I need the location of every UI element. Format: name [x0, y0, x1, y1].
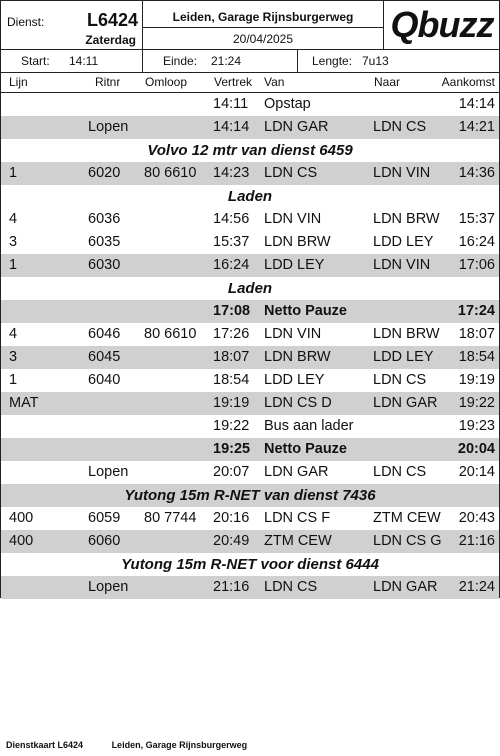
- cell-aankomst: 20:14: [458, 464, 495, 480]
- col-aankomst: Aankomst: [441, 75, 495, 89]
- cell-lijn: 1: [9, 257, 18, 273]
- table-row: [1, 576, 499, 599]
- start-time: 14:11: [69, 54, 99, 68]
- table-row: [1, 346, 499, 369]
- cell-lijn: 1: [9, 372, 18, 388]
- pause-row: [1, 300, 499, 323]
- pause-row: [1, 438, 499, 461]
- footer: [6, 740, 273, 750]
- cell-aankomst: 14:14: [458, 96, 495, 112]
- section-banner: Volvo 12 mtr van dienst 6459: [147, 142, 353, 159]
- start-cell: [1, 50, 143, 72]
- header-top: [1, 1, 499, 50]
- cell-vertrek: 14:23: [213, 165, 250, 181]
- location-cell: [143, 1, 384, 49]
- cell-ritnr: 6060: [88, 533, 121, 549]
- cell-vertrek: 15:37: [213, 234, 250, 250]
- footer-right: Leiden, Garage Rijnsburgerweg: [111, 740, 248, 750]
- einde-cell: [143, 50, 298, 72]
- cell-vertrek: 20:07: [213, 464, 250, 480]
- cell-van: Netto Pauze: [264, 441, 347, 457]
- cell-aankomst: 18:07: [458, 326, 495, 342]
- cell-van: LDN CS D: [264, 395, 332, 411]
- divider: [143, 27, 383, 28]
- column-header: [1, 73, 499, 93]
- dienst-number: L6424: [86, 10, 138, 30]
- cell-ritnr: Lopen: [88, 119, 129, 135]
- cell-vertrek: 19:22: [213, 418, 250, 434]
- einde-time: 21:24: [211, 54, 242, 68]
- col-vertrek: Vertrek: [214, 75, 253, 89]
- start-label: Start:: [21, 54, 50, 68]
- col-omloop: Omloop: [145, 75, 188, 89]
- cell-vertrek: 18:07: [213, 349, 250, 365]
- table-row: [1, 254, 499, 277]
- dienst-cell: [1, 1, 143, 49]
- cell-naar: LDN GAR: [373, 395, 438, 411]
- cell-ritnr: 6035: [88, 234, 121, 250]
- col-lijn: Lijn: [9, 75, 28, 89]
- date: 20/04/2025: [232, 32, 294, 46]
- lengte-value: 7u13: [362, 54, 389, 68]
- section-banner: Laden: [227, 280, 273, 297]
- cell-lijn: 4: [9, 211, 18, 227]
- cell-vertrek: 21:16: [213, 579, 250, 595]
- cell-lijn: MAT: [9, 395, 39, 411]
- cell-vertrek: 19:25: [213, 441, 251, 457]
- cell-van: LDN BRW: [264, 349, 331, 365]
- cell-aankomst: 17:24: [457, 303, 495, 319]
- cell-vertrek: 20:16: [213, 510, 250, 526]
- col-ritnr: Ritnr: [95, 75, 121, 89]
- cell-vertrek: 14:14: [213, 119, 250, 135]
- cell-aankomst: 14:21: [458, 119, 495, 135]
- dienst-label: Dienst:: [7, 15, 45, 29]
- cell-ritnr: 6045: [88, 349, 121, 365]
- cell-naar: ZTM CEW: [373, 510, 441, 526]
- cell-naar: LDN VIN: [373, 257, 431, 273]
- table-row: [1, 461, 499, 484]
- table-row: [1, 369, 499, 392]
- cell-lijn: 400: [9, 510, 34, 526]
- cell-aankomst: 16:24: [458, 234, 495, 250]
- cell-van: LDN CS F: [264, 510, 331, 526]
- section-banner: Yutong 15m R-NET voor dienst 6444: [121, 556, 379, 573]
- table-row: [1, 530, 499, 553]
- col-van: Van: [264, 75, 285, 89]
- cell-vertrek: 20:49: [213, 533, 250, 549]
- footer-left: Dienstkaart L6424: [6, 740, 84, 750]
- lengte-label: Lengte:: [312, 54, 353, 68]
- cell-aankomst: 15:37: [458, 211, 495, 227]
- table-row: [1, 323, 499, 346]
- location-name: Leiden, Garage Rijnsburgerweg: [172, 10, 354, 24]
- cell-lijn: 4: [9, 326, 18, 342]
- cell-aankomst: 14:36: [458, 165, 495, 181]
- cell-van: LDN CS: [264, 579, 318, 595]
- cell-aankomst: 20:43: [458, 510, 495, 526]
- cell-vertrek: 18:54: [213, 372, 250, 388]
- cell-van: LDN GAR: [264, 119, 329, 135]
- cell-van: LDN GAR: [264, 464, 329, 480]
- col-naar: Naar: [374, 75, 401, 89]
- header-times: [1, 50, 499, 73]
- table-row: [1, 162, 499, 185]
- cell-aankomst: 17:06: [458, 257, 495, 273]
- table-row: [1, 231, 499, 254]
- table-row: [1, 392, 499, 415]
- cell-van: LDN CS: [264, 165, 318, 181]
- cell-naar: LDN CS: [373, 119, 427, 135]
- section-banner: Laden: [227, 188, 273, 205]
- day-label: Zaterdag: [85, 33, 136, 47]
- cell-aankomst: 21:24: [458, 579, 495, 595]
- cell-vertrek: 16:24: [213, 257, 250, 273]
- cell-van: LDN VIN: [264, 326, 322, 342]
- cell-van: LDN BRW: [264, 234, 331, 250]
- table-row: [1, 116, 499, 139]
- section-banner: Yutong 15m R-NET van dienst 7436: [1, 484, 499, 507]
- cell-naar: LDN BRW: [373, 326, 440, 342]
- cell-ritnr: Lopen: [88, 464, 129, 480]
- cell-vertrek: 19:19: [213, 395, 250, 411]
- cell-van: LDN VIN: [264, 211, 322, 227]
- table-row: [1, 507, 499, 530]
- cell-aankomst: 20:04: [457, 441, 495, 457]
- cell-ritnr: 6046: [88, 326, 121, 342]
- cell-omloop: 80 6610: [144, 326, 197, 342]
- cell-naar: LDN VIN: [373, 165, 431, 181]
- cell-van: LDD LEY: [264, 257, 325, 273]
- cell-vertrek: 17:08: [213, 303, 251, 319]
- cell-ritnr: Lopen: [88, 579, 129, 595]
- cell-vertrek: 14:11: [213, 96, 249, 112]
- cell-ritnr: 6030: [88, 257, 121, 273]
- cell-van: ZTM CEW: [264, 533, 332, 549]
- cell-naar: LDD LEY: [373, 349, 434, 365]
- cell-naar: LDN BRW: [373, 211, 440, 227]
- table-row: [1, 93, 499, 116]
- cell-aankomst: 19:19: [458, 372, 495, 388]
- cell-ritnr: 6020: [88, 165, 121, 181]
- cell-omloop: 80 7744: [144, 510, 197, 526]
- cell-van: Netto Pauze: [264, 303, 347, 319]
- brand-logo: Qbuzz: [390, 4, 494, 45]
- cell-omloop: 80 6610: [144, 165, 197, 181]
- cell-naar: LDN CS G: [373, 533, 442, 549]
- cell-vertrek: 14:56: [213, 211, 250, 227]
- cell-lijn: 3: [9, 349, 18, 365]
- table-row: [1, 415, 499, 438]
- cell-ritnr: 6059: [88, 510, 121, 526]
- schedule-rows: [1, 93, 499, 599]
- cell-aankomst: 21:16: [458, 533, 495, 549]
- cell-lijn: 1: [9, 165, 18, 181]
- cell-lijn: 400: [9, 533, 34, 549]
- cell-naar: LDD LEY: [373, 234, 434, 250]
- cell-naar: LDN CS: [373, 372, 427, 388]
- cell-vertrek: 17:26: [213, 326, 250, 342]
- cell-lijn: 3: [9, 234, 18, 250]
- table-row: [1, 208, 499, 231]
- cell-van: LDD LEY: [264, 372, 325, 388]
- einde-label: Einde:: [163, 54, 198, 68]
- cell-van: Opstap: [264, 96, 311, 112]
- lengte-cell: [298, 50, 498, 72]
- cell-naar: LDN GAR: [373, 579, 438, 595]
- cell-aankomst: 19:22: [458, 395, 495, 411]
- cell-ritnr: 6040: [88, 372, 121, 388]
- cell-naar: LDN CS: [373, 464, 427, 480]
- cell-ritnr: 6036: [88, 211, 121, 227]
- cell-van: Bus aan lader: [264, 418, 354, 434]
- cell-aankomst: 18:54: [458, 349, 495, 365]
- cell-aankomst: 19:23: [458, 418, 495, 434]
